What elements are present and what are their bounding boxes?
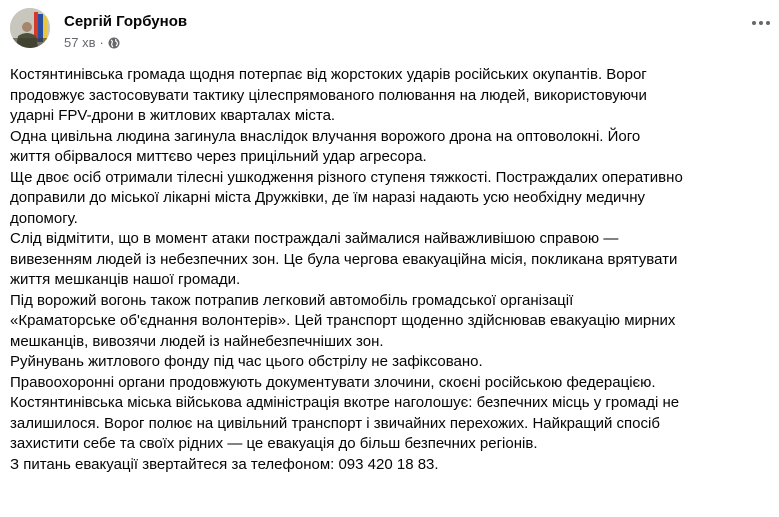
- post-text-line: «Краматорське об'єднання волонтерів». Цей транспорт щоденно здійснював евакуацію мирних: [10, 312, 676, 329]
- post-text-line: мешканців, вивозячи людей із найнебезпечніших зон.: [10, 332, 384, 350]
- author-name[interactable]: Сергій Горбунов: [64, 13, 188, 30]
- globe-icon: [108, 37, 120, 49]
- post-text-line: захистити себе та своїх рідних — це евакуація до більш безпечних регіонів.: [10, 435, 538, 452]
- post-text-line: доправили до міської лікарні міста Дружківки, де їм наразі надають усю необхідну медичну: [10, 189, 645, 206]
- post-text: [10, 65, 775, 475]
- post-text-line: Правоохоронні органи продовжують документувати злочини, скоєні російською федерацією.: [10, 373, 656, 391]
- post-text-line: життя обірвалося миттєво через прицільний удар агресора.: [10, 148, 427, 165]
- post-text-line: Під ворожий вогонь також потрапив легковий автомобіль громадської організації: [10, 291, 574, 309]
- post-meta: [64, 35, 120, 50]
- post-text-line: ударні FPV-дрони в житлових кварталах міста.: [10, 107, 336, 124]
- post-text-line: допомогу.: [10, 209, 78, 227]
- post-text-line: вивезенням людей із небезпечних зон. Це була чергова евакуаційна місія, покликана врятувати: [10, 250, 678, 268]
- post-text-line: життя мешканців нашої громади.: [10, 271, 241, 288]
- author-avatar[interactable]: [10, 8, 50, 48]
- post-text-line: Руйнувань житлового фонду під час цього обстрілу не зафіксовано.: [10, 353, 483, 370]
- dot: [752, 21, 756, 25]
- post-text-line: залишилося. Ворог полює на цивільний транспорт і звичайних перехожих. Найкращий спосіб: [10, 414, 660, 432]
- post-time[interactable]: 57 хв: [64, 35, 96, 50]
- meta-separator: ·: [99, 35, 104, 50]
- more-options-button[interactable]: [752, 21, 770, 25]
- post-header: [10, 5, 770, 55]
- post-text-line: Слід відмітити, що в момент атаки постраждалі займалися найважливішою справою —: [10, 230, 619, 247]
- post-text-line: Ще двоє осіб отримали тілесні ушкодження різного ступеня тяжкості. Постраждалих оперативно: [10, 168, 683, 186]
- post-text-line: Костянтинівська міська військова адміністрація вкотре наголошує: безпечних місць у громаді не: [10, 394, 680, 411]
- dot: [759, 21, 763, 25]
- post-text-line: продовжує застосовувати тактику цілеспрямованого полювання на людей, використовуючи: [10, 86, 647, 104]
- post-text-line: Костянтинівська громада щодня потерпає від жорстоких ударів російських окупантів. Ворог: [10, 66, 647, 83]
- post-text-line: З питань евакуації звертайтеся за телефоном: 093 420 18 83.: [10, 455, 439, 473]
- post-text-line: Одна цивільна людина загинула внаслідок влучання ворожого дрона на оптоволокні. Його: [10, 127, 641, 145]
- dot: [766, 21, 770, 25]
